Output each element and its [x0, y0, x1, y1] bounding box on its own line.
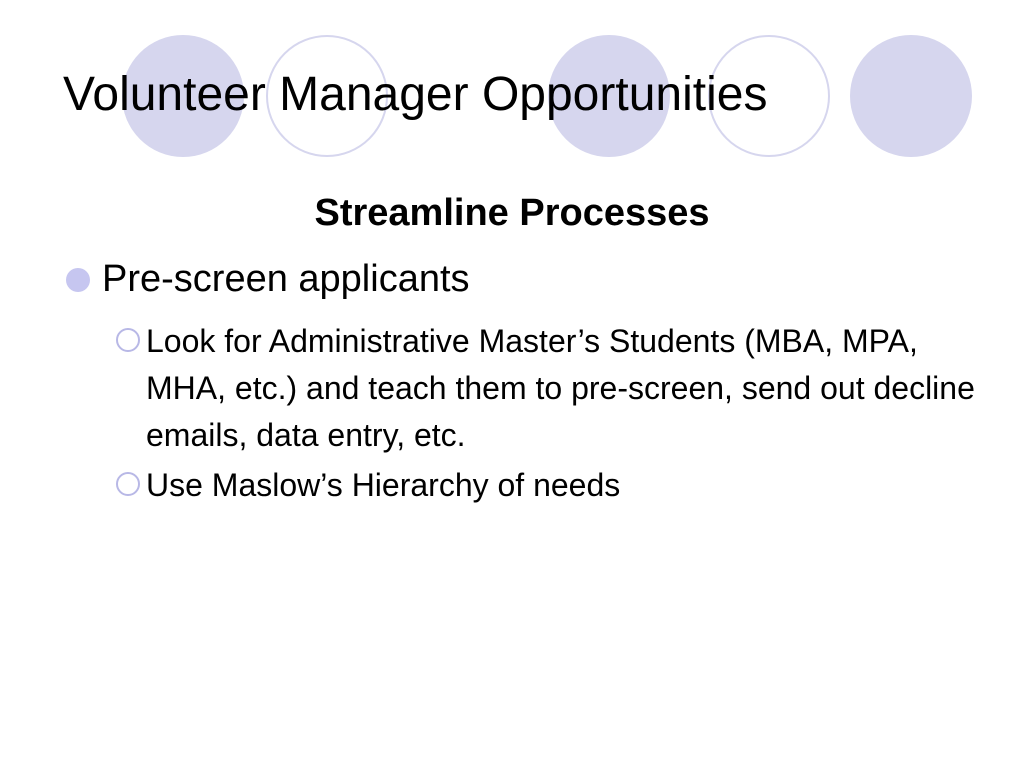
- slide-subtitle: Streamline Processes: [314, 192, 710, 234]
- decorative-circle-filled: [850, 35, 972, 157]
- bullet-ring-icon: [116, 472, 140, 496]
- sub-bullet-text: Look for Administrative Master’s Students (MBA, MPA, MHA, etc.) and teach them to pre-screen, send out decline emails, data entry, etc.: [146, 323, 975, 453]
- bullet-dot-icon: [66, 268, 90, 292]
- bullet-ring-icon: [116, 328, 140, 352]
- bullet-text: Pre-screen applicants: [102, 258, 470, 300]
- slide-title: Volunteer Manager Opportunities: [63, 68, 768, 121]
- sub-bullet-text: Use Maslow’s Hierarchy of needs: [146, 467, 621, 503]
